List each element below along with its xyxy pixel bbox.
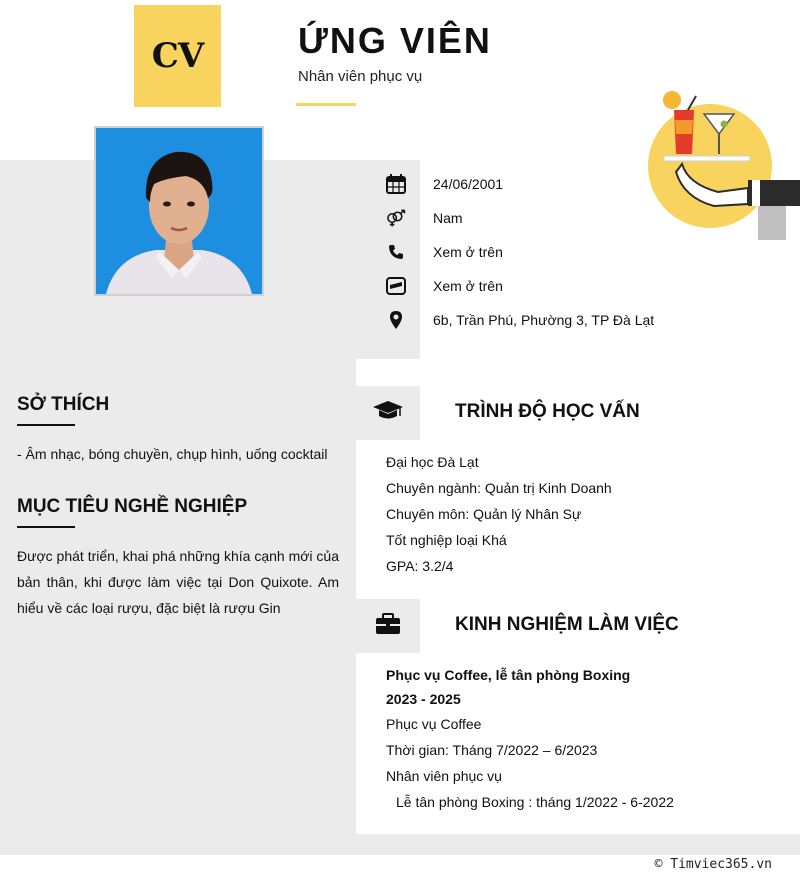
education-line: Đại học Đà Lạt xyxy=(386,454,479,470)
experience-period: 2023 - 2025 xyxy=(386,691,461,707)
phone-icon xyxy=(386,242,406,262)
info-row-birthdate xyxy=(386,172,504,196)
education-icon-box xyxy=(356,386,420,440)
info-row-email xyxy=(386,274,503,298)
experience-line: Lễ tân phòng Boxing : tháng 1/2022 - 6-2022 xyxy=(396,794,674,810)
experience-line: Nhân viên phục vụ xyxy=(386,768,502,784)
gender-text: Nam xyxy=(433,210,463,226)
education-line: Chuyên môn: Quản lý Nhân Sự xyxy=(386,506,582,522)
experience-icon-box xyxy=(356,599,420,653)
phone-text: Xem ở trên xyxy=(433,244,503,260)
location-pin-icon xyxy=(386,310,406,330)
education-line: GPA: 3.2/4 xyxy=(386,558,454,574)
hobbies-title: SỞ THÍCH xyxy=(17,394,110,415)
footer-band xyxy=(356,834,800,855)
education-title: TRÌNH ĐỘ HỌC VẤN xyxy=(455,401,640,422)
name-underline xyxy=(296,103,356,106)
education-line: Chuyên ngành: Quản trị Kinh Doanh xyxy=(386,480,612,496)
experience-line: Phục vụ Coffee xyxy=(386,716,482,732)
info-row-phone xyxy=(386,240,503,264)
hobbies-title-underline xyxy=(17,424,75,426)
education-line: Tốt nghiệp loại Khá xyxy=(386,532,507,548)
graduation-cap-icon xyxy=(372,400,404,427)
gender-icon xyxy=(386,208,406,228)
experience-line: Thời gian: Tháng 7/2022 – 6/2023 xyxy=(386,742,598,758)
candidate-name: ỨNG VIÊN xyxy=(298,20,492,61)
info-row-address xyxy=(386,308,655,332)
portrait-image xyxy=(96,128,262,294)
hobbies-text: - Âm nhạc, bóng chuyền, chụp hình, uống cocktail xyxy=(17,446,328,462)
objective-title: MỤC TIÊU NGHỀ NGHIỆP xyxy=(17,496,248,517)
objective-title-underline xyxy=(17,526,75,528)
address-text: 6b, Trần Phú, Phường 3, TP Đà Lạt xyxy=(433,312,655,328)
candidate-photo xyxy=(94,126,264,296)
experience-heading: Phục vụ Coffee, lễ tân phòng Boxing xyxy=(386,667,631,683)
birthdate-text: 24/06/2001 xyxy=(433,176,504,192)
cv-logo xyxy=(134,5,221,107)
waiter-cocktail-illustration xyxy=(648,88,800,240)
candidate-position: Nhân viên phục vụ xyxy=(298,68,423,85)
info-row-gender xyxy=(386,206,463,230)
email-icon xyxy=(386,276,406,296)
calendar-icon xyxy=(386,174,406,194)
objective-text: Được phát triển, khai phá những khía cạnh mới của bản thân, khi được làm việc tại Don Quixote. Am hiểu về các loại rượu, đặc biệt là rượu Gin xyxy=(17,548,339,616)
cv-logo-text: CV xyxy=(151,36,204,76)
email-text: Xem ở trên xyxy=(433,278,503,294)
watermark: © Timviec365.vn xyxy=(654,857,772,872)
briefcase-icon xyxy=(375,613,401,640)
experience-title: KINH NGHIỆM LÀM VIỆC xyxy=(455,614,679,635)
